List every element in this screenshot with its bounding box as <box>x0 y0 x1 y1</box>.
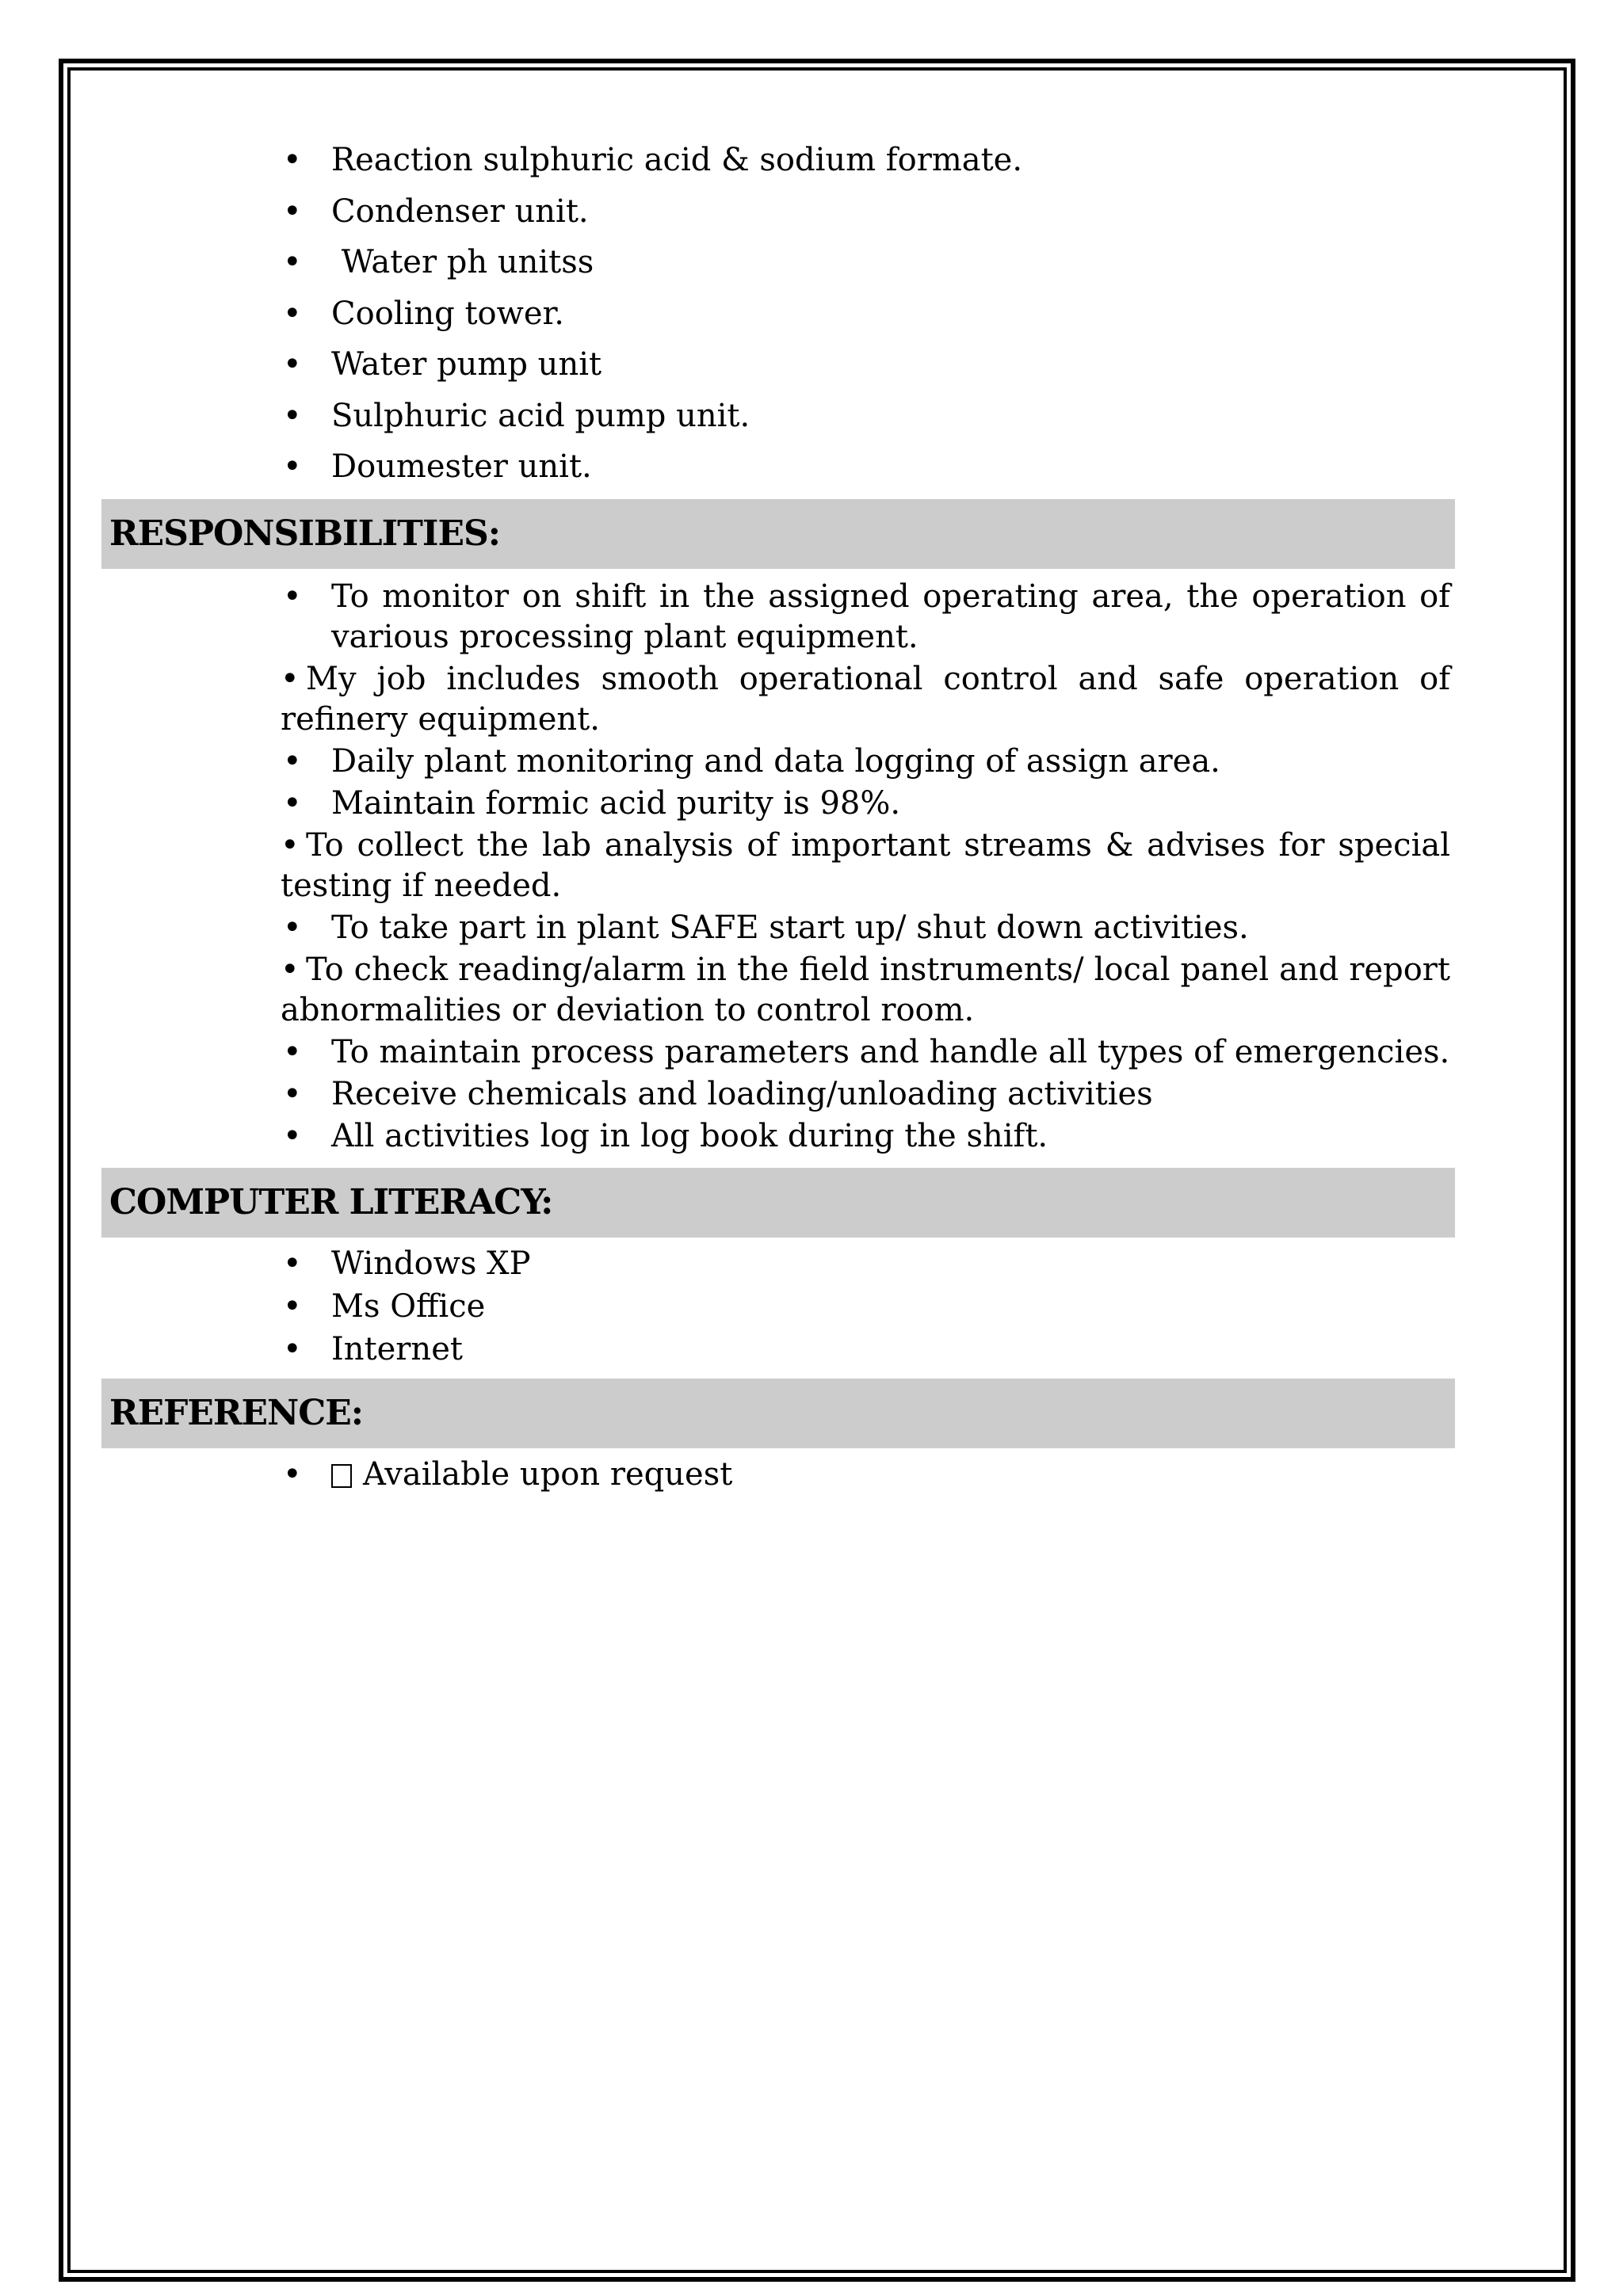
list-item: • Water ph unitss <box>283 244 594 280</box>
bullet-icon: • <box>281 951 300 988</box>
list-item: • Receive chemicals and loading/unloading activities <box>101 1074 1455 1115</box>
bullet-icon: • <box>283 1075 302 1112</box>
bullet-icon: • <box>283 1287 302 1325</box>
missing-glyph-icon <box>331 1464 352 1488</box>
list-item: • My job includes smooth operational control and safe operation of refinery equipment. <box>281 660 1450 738</box>
list-item: • To take part in plant SAFE start up/ shut down activities. <box>101 908 1455 948</box>
list-item: • Windows XP <box>101 1242 1455 1285</box>
bullet-icon: • <box>283 1330 302 1367</box>
bullet-icon: • <box>283 742 302 780</box>
bullet-icon: • <box>283 1033 302 1070</box>
bullet-icon: • <box>283 1117 302 1154</box>
bullet-icon: • <box>283 909 302 946</box>
list-item: • To check reading/alarm in the field instruments/ local panel and report abnormalities or deviation to control room. <box>281 951 1450 1028</box>
bullet-icon: • <box>283 142 302 178</box>
resume-page-content <box>101 141 1455 1496</box>
bullet-icon: • <box>281 826 300 864</box>
list-item: • Doumester unit. <box>283 448 592 485</box>
list-item: • Internet <box>101 1328 1455 1371</box>
list-item: • Available upon request <box>101 1453 1455 1496</box>
bullet-icon: • <box>283 1455 302 1493</box>
responsibilities-list <box>101 577 1455 1157</box>
list-item: • To maintain process parameters and handle all types of emergencies. <box>101 1032 1455 1073</box>
list-item: • Daily plant monitoring and data logging of assign area. <box>101 742 1455 782</box>
list-item: • Reaction sulphuric acid & sodium formate. <box>283 142 1023 178</box>
bullet-icon: • <box>283 784 302 822</box>
list-item: • Cooling tower. <box>283 295 564 332</box>
section-heading-reference: REFERENCE: <box>101 1379 1455 1448</box>
bullet-icon: • <box>283 578 302 615</box>
bullet-icon: • <box>283 397 302 434</box>
list-item: • Sulphuric acid pump unit. <box>283 397 750 434</box>
reference-list <box>101 1453 1455 1496</box>
list-item: • Maintain formic acid purity is 98%. <box>101 784 1455 824</box>
section-heading-responsibilities: RESPONSIBILITIES: <box>101 499 1455 569</box>
list-item: • Condenser unit. <box>283 193 589 230</box>
list-item: • Ms Office <box>101 1285 1455 1328</box>
bullet-icon: • <box>283 346 302 383</box>
bullet-icon: • <box>283 193 302 230</box>
bullet-icon: • <box>283 448 302 485</box>
list-item: • Water pump unit <box>283 346 602 383</box>
list-item: • All activities log in log book during the shift. <box>101 1116 1455 1157</box>
bullet-icon: • <box>283 295 302 332</box>
plant-units-list <box>101 141 1455 486</box>
bullet-icon: • <box>283 244 302 280</box>
computer-literacy-list <box>101 1242 1455 1371</box>
list-item: • To monitor on shift in the assigned operating area, the operation of various processing plant equipment. <box>283 578 1450 655</box>
section-heading-computer-literacy: COMPUTER LITERACY: <box>101 1168 1455 1238</box>
bullet-icon: • <box>283 1245 302 1282</box>
bullet-icon: • <box>281 660 300 697</box>
list-item: • To collect the lab analysis of important streams & advises for special testing if needed. <box>281 826 1450 904</box>
